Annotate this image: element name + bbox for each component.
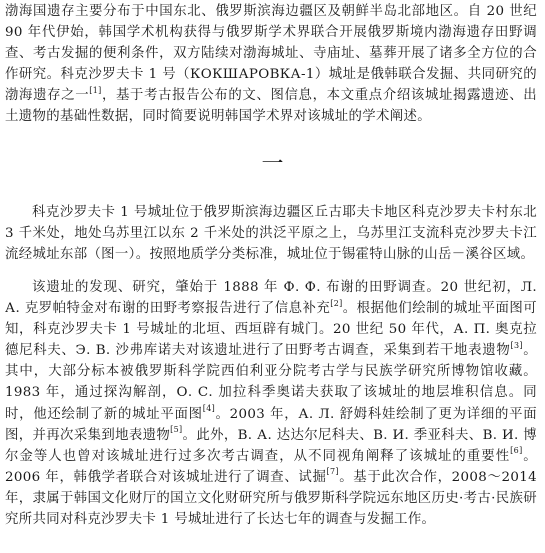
footnote-ref-4[interactable]: [4] (202, 404, 216, 414)
section-heading: 一 (261, 152, 284, 177)
intro-text-part-2: ，基于考古报告公布的文、图信息，本文重点介绍该城址揭露遗迹、出土遗物的基础性数据，同时简要说明韩国学术界对该城址的学术阐述。 (5, 88, 537, 125)
location-paragraph (5, 202, 537, 265)
history-text-part-6: 。2006 年，韩俄学者联合对该城址进行了调查、试掘 (5, 448, 537, 485)
footnote-ref-3[interactable]: [3] (510, 340, 523, 350)
history-text-part-5: 。此外，В. А. 达达尔尼科夫、В. И. 季亚科夫、В. И. 博尔金等人也曾对该城址进行过多次考古调查，从不同视角阐释了该城址的重要性 (5, 427, 537, 464)
intro-paragraph (5, 1, 537, 128)
footnote-ref-2[interactable]: [2] (330, 298, 343, 308)
research-history-paragraph (5, 277, 537, 530)
footnote-ref-6[interactable]: [6] (510, 446, 523, 456)
history-text-part-2: 。根据他们绘制的城址平面图可知，科克沙罗夫卡 1 号城址的北垣、西垣辟有城门。20 世纪 50 年代，А. П. 奥克拉德尼科夫、Э. В. 沙弗库诺夫对该遗址进行了田野考古调查，采集到若干地表遗物 (5, 301, 537, 359)
history-text-part-7: 。基于此次合作，2008～2014 年，隶属于韩国文化财厅的国立文化财研究所与俄罗斯科学院远东地区历史·考古·民族研究所共同对科克沙罗夫卡 1 号城址进行了长达七年的调查与发掘工作。 (5, 469, 537, 528)
location-text: 科克沙罗夫卡 1 号城址位于俄罗斯滨海边疆区丘古耶夫卡地区科克沙罗夫卡村东北 3 千米处，地处乌苏里江以东 2 千米处的洪泛平原之上，乌苏里江支流科克沙罗夫卡江流经城址东部（图一）。按照地质学分类标准，城址位于锡霍特山脉的山岳－溪谷区域。 (5, 205, 537, 263)
intro-text-part-1: 渤海国遗存主要分布于中国东北、俄罗斯滨海边疆区及朝鲜半岛北部地区。自 20 世纪 90 年代伊始，韩国学术机构获得与俄罗斯学术界联合开展俄罗斯境内渤海遗存田野调查、考古发掘的便利条件，双方陆续对渤海城址、寺庙址、墓葬开展了诸多全方位的合作研究。科克沙罗夫卡 1 号（КОКШАРОВКА-1）城址是俄韩联合发掘、共同研究的渤海遗存之一 (5, 4, 537, 104)
footnote-ref-7[interactable]: [7] (326, 467, 339, 477)
footnote-ref-1[interactable]: [1] (89, 85, 102, 95)
footnote-ref-5[interactable]: [5] (170, 425, 183, 435)
history-text-part-1: 该遗址的发现、研究，肇始于 1888 年 Ф. Ф. 布谢的田野调查。20 世纪初，Л. А. 克罗帕特金对布谢的田野考察报告进行了信息补充 (5, 280, 537, 317)
history-text-part-3: 。其中，大部分标本被俄罗斯科学院西伯利亚分院考古学与民族学研究所博物馆收藏。1983 年，通过探沟解剖，О. С. 加拉科季奥诺夫获取了该城址的地层堆积信息。同时，他还绘制了新的城址平面图 (5, 343, 537, 422)
history-text-part-4: 。2003 年，А. Л. 舒姆科娃绘制了更为详细的平面图，并再次采集到地表遗物 (5, 406, 537, 443)
